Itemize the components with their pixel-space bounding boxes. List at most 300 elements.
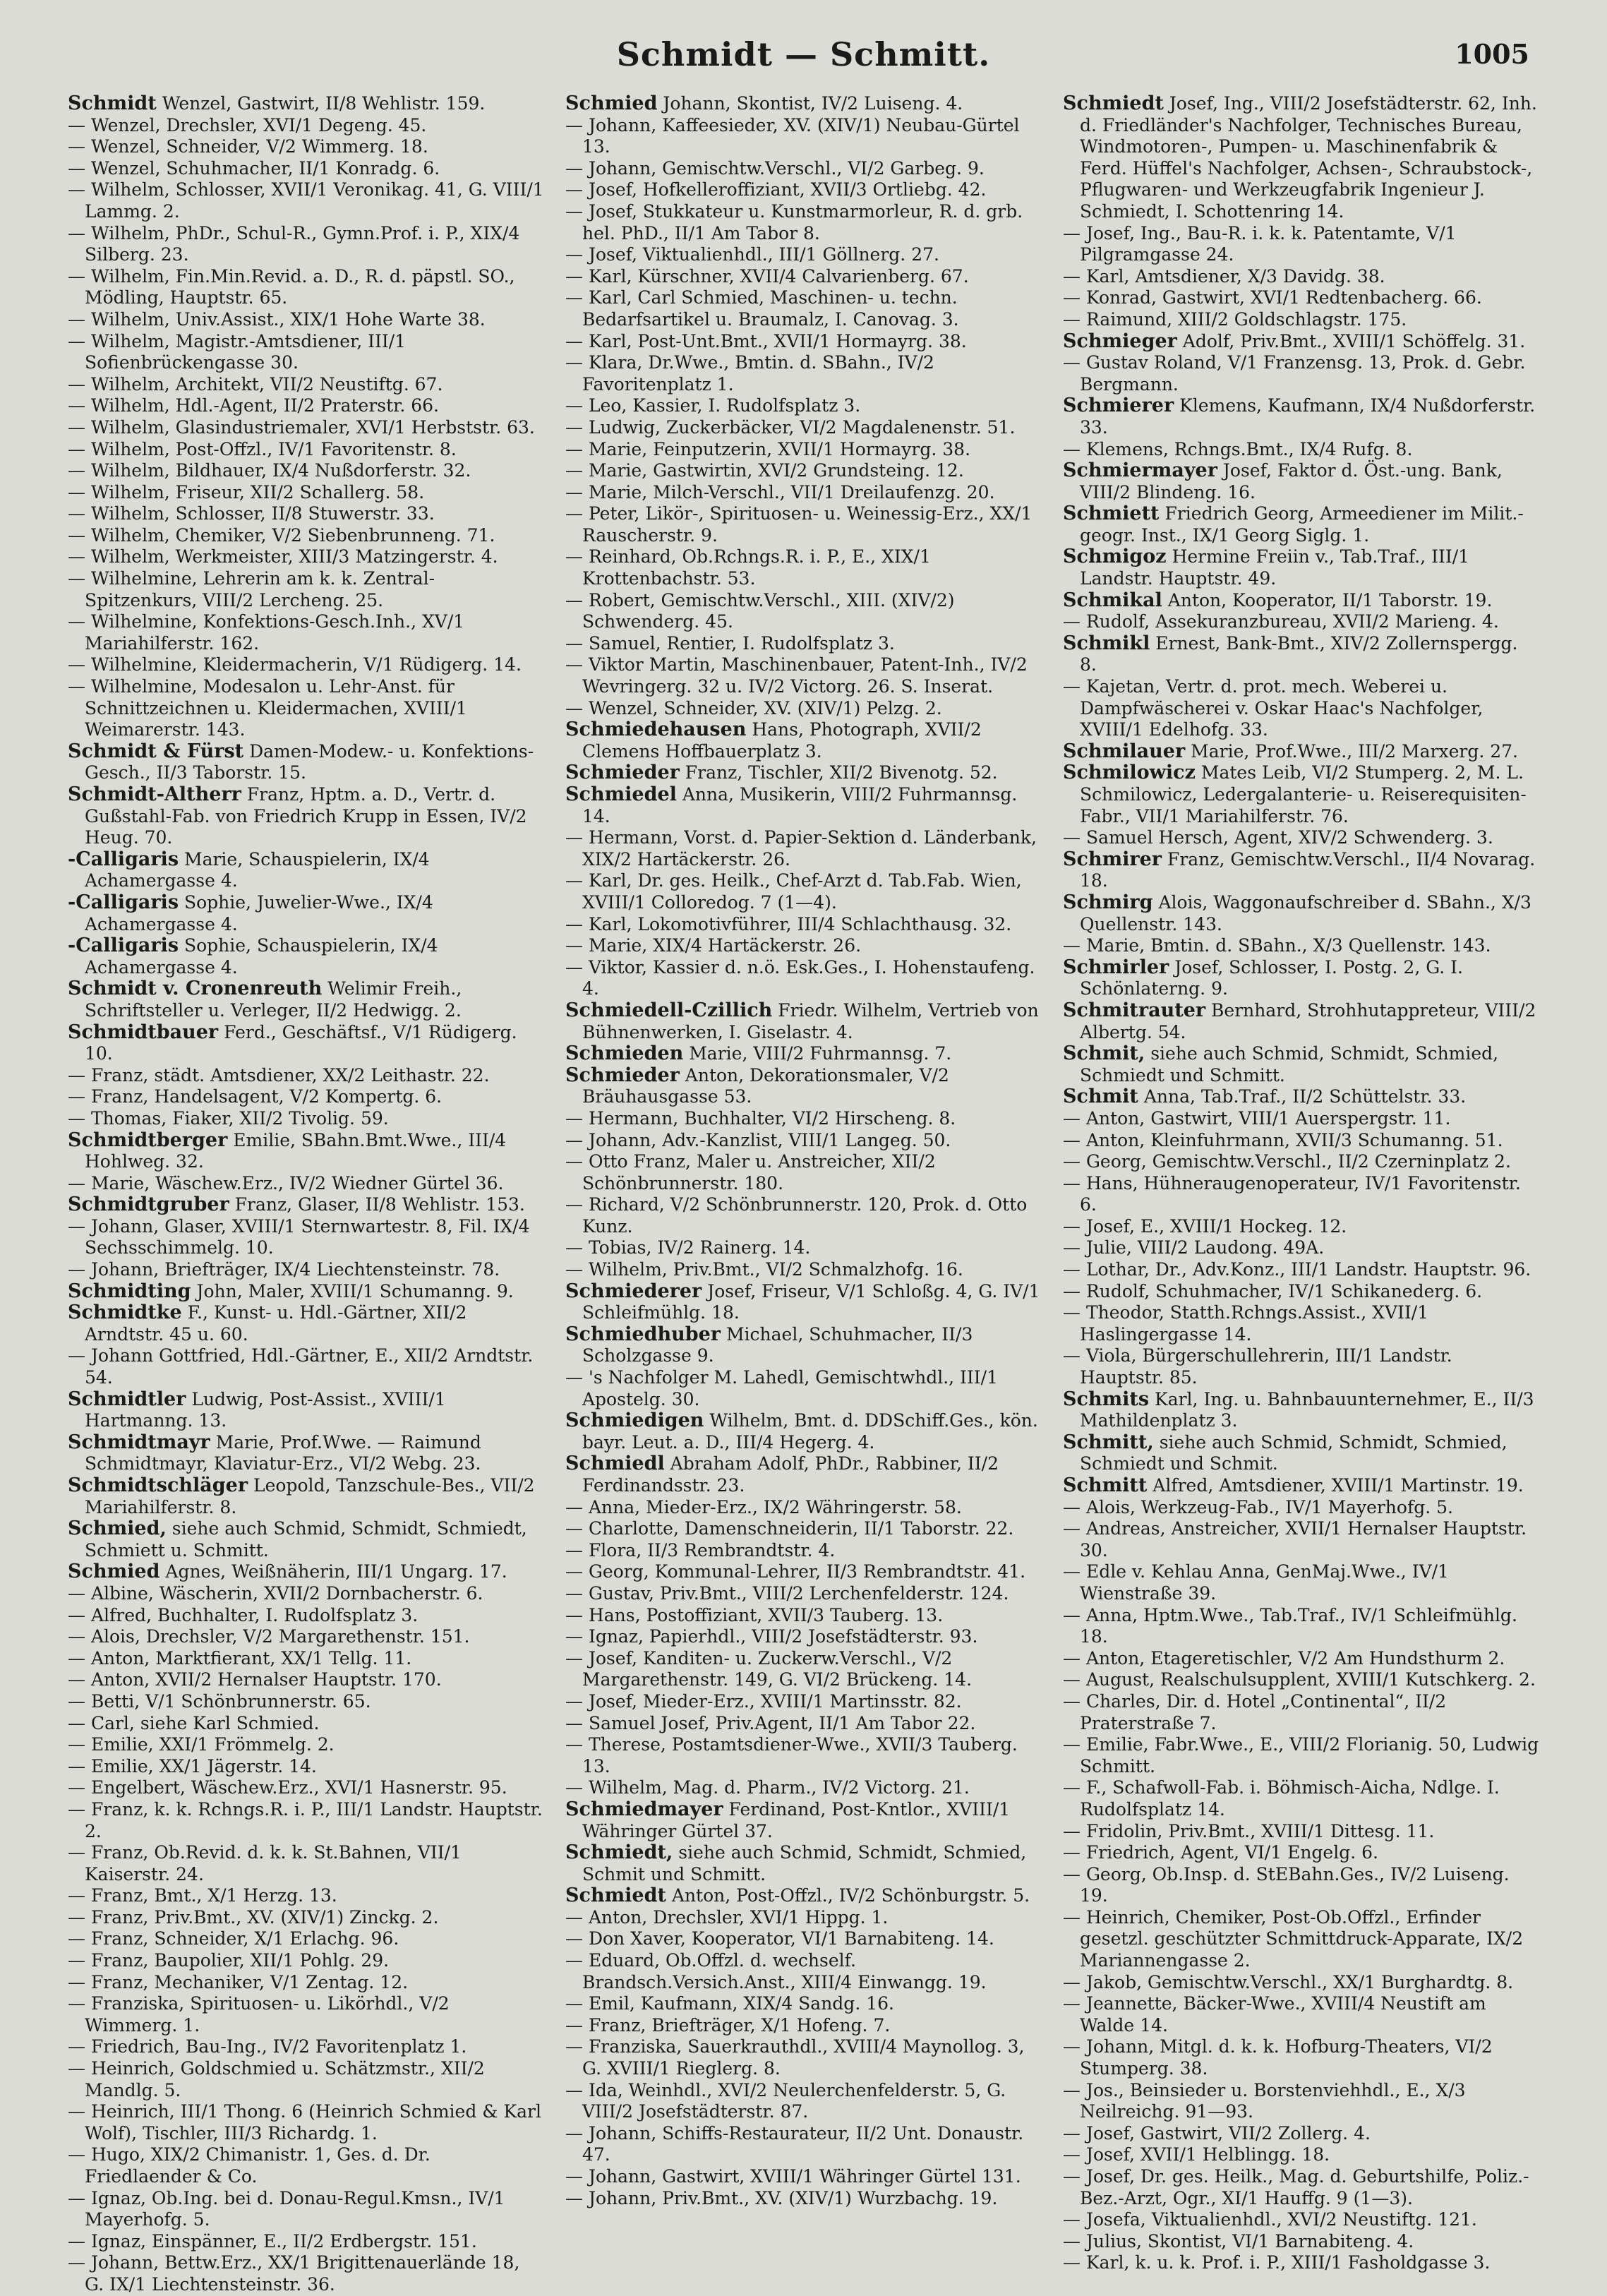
entry-text: — Franz, Bmt., X/1 Herzg. 13. [68,1885,337,1906]
entry-text: — Heinrich, Chemiker, Post-Ob.Offzl., Erfinder gesetzl. geschützter Schmittdruck-Apparate, IX/2 Mariannengasse 2. [1063,1906,1524,1971]
entry-text: — Samuel, Rentier, I. Rudolfsplatz 3. [565,632,895,654]
columns [68,92,1539,2295]
directory-entry [1063,352,1539,395]
entry-text: Marie, Schauspielerin, IX/4 Achamergasse 4. [85,848,430,891]
entry-text: — Wilhelm, Schlosser, XVII/1 Veronikag. 41, G. VIII/1 Lammg. 2. [68,179,544,222]
directory-entry [565,2080,1042,2123]
directory-entry [565,115,1042,158]
entry-text: Johann, Skontist, IV/2 Luiseng. 4. [657,93,963,114]
directory-entry [565,762,1042,784]
directory-entry [1063,1000,1539,1043]
entry-text: — Alfred, Buchhalter, I. Rudolfsplatz 3. [68,1604,419,1625]
entry-text: — Johann, Mitgl. d. k. k. Hofburg-Theaters, VI/2 Stumperg. 38. [1063,2036,1493,2079]
entry-text: — Jeannette, Bäcker-Wwe., XVIII/4 Neustift am Walde 14. [1063,1993,1486,2036]
directory-entry [1063,611,1539,633]
entry-surname: Schmilauer [1063,740,1186,762]
entry-surname: Schmirer [1063,848,1162,870]
entry-surname: Schmidtler [68,1388,186,1410]
entry-surname: Schmitt [1063,1474,1148,1496]
entry-surname: Schmidting [68,1280,191,1302]
entry-text: — Marie, Milch-Verschl., VII/1 Dreilaufenzg. 20. [565,481,995,503]
entry-text: — Hermann, Buchhalter, VI/2 Hirscheng. 8. [565,1107,956,1129]
directory-entry [1063,287,1539,309]
directory-entry [565,417,1042,439]
directory-entry [565,503,1042,546]
entry-text: — Fridolin, Priv.Bmt., XVIII/1 Dittesg. 11. [1063,1820,1435,1841]
column-2 [565,92,1042,2208]
entry-text: — Anton, Kleinfuhrmann, XVII/3 Schumanng. 51. [1063,1129,1503,1150]
directory-entry [68,395,544,417]
entry-text: — Gustav, Priv.Bmt., VIII/2 Lerchenfelderstr. 124. [565,1582,1009,1604]
entry-text: Klemens, Kaufmann, IX/4 Nußdorferstr. 33. [1080,395,1536,438]
entry-text: Adolf, Priv.Bmt., XVIII/1 Schöffelg. 31. [1176,330,1526,351]
entry-text: — Karl, Post-Unt.Bmt., XVII/1 Hormayrg. 38. [565,330,967,351]
directory-entry [565,244,1042,266]
entry-text: Bernhard, Strohhutappreteur, VIII/2 Albertg. 54. [1080,999,1536,1042]
entry-text: — Wilhelm, Werkmeister, XIII/3 Matzingerstr. 4. [68,546,498,567]
directory-entry [565,784,1042,827]
directory-entry [1063,1907,1539,1972]
directory-entry [565,2036,1042,2079]
directory-entry [68,568,544,611]
directory-entry [1063,1237,1539,1259]
entry-text: Abraham Adolf, PhDr., Rabbiner, II/2 Ferdinandsstr. 23. [582,1453,999,1496]
directory-entry [1063,1130,1539,1152]
directory-entry [1063,1302,1539,1345]
directory-entry [68,784,544,849]
directory-entry [68,1583,544,1605]
entry-text: — Gustav Roland, V/1 Franzensg. 13, Prok. d. Gebr. Bergmann. [1063,352,1526,395]
entry-text: — Charles, Dir. d. Hotel „Continental“, II/2 Praterstraße 7. [1063,1690,1447,1733]
entry-text: Alfred, Amtsdiener, XVIII/1 Martinstr. 19. [1147,1475,1524,1496]
entry-text: — Julie, VIII/2 Laudong. 49A. [1063,1237,1325,1258]
directory-entry [565,1281,1042,1324]
entry-text: — Friedrich, Agent, VI/1 Engelg. 6. [1063,1842,1378,1863]
directory-entry [1063,93,1539,223]
entry-text: — Klemens, Rchngs.Bmt., IX/4 Rufg. 8. [1063,438,1413,459]
entry-text: — Karl, Amtsdiener, X/3 Davidg. 38. [1063,265,1385,287]
directory-entry [68,525,544,547]
entry-text: — Johann, Gastwirt, XVIII/1 Währinger Gürtel 131. [565,2166,1021,2187]
directory-entry [1063,331,1539,353]
entry-surname: Schmiederer [565,1280,702,1302]
entry-text: Anton, Dekorationsmaler, V/2 Bräuhausgasse 53. [582,1064,949,1107]
entry-text: — August, Realschulsupplent, XVIII/1 Kutschkerg. 2. [1063,1669,1536,1690]
entry-surname: Schmidt v. Cronenreuth [68,978,323,1000]
entry-text: — Josef, Dr. ges. Heilk., Mag. d. Geburtshilfe, Poliz.-Bez.-Arzt, Ogr., XI/1 Hauffg. 9 (1—3). [1063,2166,1529,2208]
entry-text: — Franziska, Sauerkrauthdl., XVIII/4 Maynollog. 3, G. XVIII/1 Rieglerg. 8. [565,2036,1025,2079]
directory-entry [565,460,1042,482]
directory-entry [565,1950,1042,1993]
directory-entry [565,590,1042,633]
directory-entry [68,1907,544,1929]
entry-surname: -Calligaris [68,848,179,870]
entry-text: — Karl, k. u. k. Prof. i. P., XIII/1 Fasholdgasse 3. [1063,2252,1491,2273]
entry-text: — Hans, Postoffiziant, XVII/3 Tauberg. 13. [565,1604,944,1625]
entry-surname: Schmieden [565,1042,684,1065]
entry-surname: Schmidtmayr [68,1431,210,1453]
entry-text: — Wilhelm, Friseur, XII/2 Schallerg. 58. [68,481,425,503]
directory-entry [565,1151,1042,1194]
directory-entry [68,676,544,741]
entry-text: Anton, Post-Offzl., IV/2 Schönburgstr. 5. [666,1885,1030,1906]
entry-text: — Ignaz, Ob.Ing. bei d. Donau-Regul.Kmsn., IV/1 Mayerhofg. 5. [68,2187,505,2230]
directory-entry [565,439,1042,461]
directory-entry [68,1626,544,1648]
directory-entry [68,1993,544,2036]
entry-text: — Josef, Viktualienhdl., III/1 Göllnerg. 27. [565,244,939,265]
entry-surname: Schmiedt, [565,1841,673,1864]
directory-entry [68,1281,544,1303]
directory-entry [1063,460,1539,503]
directory-entry [565,1518,1042,1540]
entry-text: — Anna, Hptm.Wwe., Tab.Traf., IV/1 Schleifmühlg. 18. [1063,1604,1517,1647]
directory-entry [68,1713,544,1735]
entry-text: — Georg, Kommunal-Lehrer, II/3 Rembrandtstr. 41. [565,1561,1026,1582]
entry-text: Wilhelm, Bmt. d. DDSchiff.Ges., kön. bayr. Leut. a. D., III/4 Hegerg. 4. [582,1410,1038,1453]
entry-surname: Schmiedehausen [565,719,747,741]
entry-text: — Samuel Josef, Priv.Agent, II/1 Am Tabor 22. [565,1712,976,1733]
directory-entry [68,1065,544,1087]
directory-entry [68,1605,544,1627]
entry-text: — Wilhelm, Magistr.-Amtsdiener, III/1 Sofienbrückengasse 30. [68,330,407,373]
entry-text: Franz, Glaser, II/8 Wehlistr. 153. [229,1194,525,1215]
directory-entry [68,1648,544,1670]
entry-text: — Marie, XIX/4 Hartäckerstr. 26. [565,935,862,956]
entry-text: siehe auch Schmid, Schmidt, Schmied, Schmit und Schmitt. [582,1842,1027,1885]
directory-entry [68,849,544,892]
entry-surname: -Calligaris [68,891,179,913]
directory-entry [68,136,544,158]
entry-text: — Friedrich, Bau-Ing., IV/2 Favoritenplatz 1. [68,2036,467,2057]
entry-text: Karl, Ing. u. Bahnbauunternehmer, E., II/3 Mathildenplatz 3. [1080,1388,1534,1431]
directory-entry [565,179,1042,201]
entry-surname: Schmieder [565,1064,680,1086]
directory-entry [1063,2080,1539,2123]
directory-entry [68,978,544,1021]
directory-entry [68,1259,544,1281]
directory-entry [1063,676,1539,741]
entry-surname: Schmirler [1063,956,1169,978]
directory-entry [1063,1777,1539,1820]
entry-text: — Franz, städt. Amtsdiener, XX/2 Leithastr. 22. [68,1064,490,1086]
directory-entry [1063,1345,1539,1388]
entry-text: — Ignaz, Papierhdl., VIII/2 Josefstädterstr. 93. [565,1626,978,1647]
directory-entry [1063,1734,1539,1777]
entry-text: — Viktor, Kassier d. n.ö. Esk.Ges., I. Hohenstaufeng. 4. [565,956,1035,999]
entry-text: — Betti, V/1 Schönbrunnerstr. 65. [68,1690,371,1712]
entry-text: — Rudolf, Assekuranzbureau, XVII/2 Marieng. 4. [1063,611,1499,632]
entry-text: — Josef, Mieder-Erz., XVIII/1 Martinsstr. 82. [565,1690,962,1712]
directory-entry [68,482,544,504]
directory-entry [68,2036,544,2058]
entry-text: Marie, Prof.Wwe. — Raimund Schmidtmayr, Klaviatur-Erz., VI/2 Webg. 23. [85,1431,481,1474]
entry-text: Josef, Ing., VIII/2 Josefstädterstr. 62, Inh. d. Friedländer's Nachfolger, Technisches Bureau, Windmotoren-, Pumpen- u. Maschinenfabrik & Ferd. Hüffel's Nachfolger, Achsen-, Schraubstock-, Pflugwaren- und Werkzeugfabrik Ingenieur J. Schmiedt, I. Schottenring 14. [1080,93,1537,222]
entry-text: — Wilhelm, Glasindustriemaler, XVI/1 Herbststr. 63. [68,416,535,438]
entry-text: Anton, Kooperator, II/1 Taborstr. 19. [1162,589,1493,611]
entry-text: — Alois, Drechsler, V/2 Margarethenstr. 151. [68,1626,470,1647]
entry-text: — Franziska, Spirituosen- u. Likörhdl., V/2 Wimmerg. 1. [68,1993,450,2036]
entry-text: — Heinrich, III/1 Thong. 6 (Heinrich Schmied & Karl Wolf), Tischler, III/3 Richardg. 1. [68,2101,542,2144]
directory-entry [68,115,544,137]
directory-entry [68,1777,544,1799]
directory-entry [68,266,544,309]
directory-entry [68,223,544,266]
entry-text: Damen-Modew.- u. Konfektions-Gesch., II/3 Taborstr. 15. [85,740,534,783]
entry-text: — Wilhelm, Schlosser, II/8 Stuwerstr. 33. [68,503,435,524]
directory-entry [565,287,1042,330]
directory-entry [565,654,1042,697]
directory-entry [1063,266,1539,288]
entry-text: — Viktor Martin, Maschinenbauer, Patent-Inh., IV/2 Wevringerg. 32 u. IV/2 Victorg. 26. S. Inserat. [565,654,1028,697]
entry-text: — Klara, Dr.Wwe., Bmtin. d. SBahn., IV/2 Favoritenplatz 1. [565,352,934,395]
directory-entry [68,1216,544,1259]
entry-text: John, Maler, XVIII/1 Schumanng. 9. [191,1280,514,1302]
entry-surname: Schmiedmayer [565,1798,723,1820]
directory-entry [565,1540,1042,1562]
directory-entry [565,698,1042,720]
directory-entry [68,439,544,461]
directory-entry [68,892,544,935]
directory-entry [1063,1648,1539,1670]
entry-text: — Wilhelm, Hdl.-Agent, II/2 Praterstr. 66. [68,395,440,416]
entry-text: — Engelbert, Wäschew.Erz., XVI/1 Hasnerstr. 95. [68,1777,507,1798]
entry-text: — Wilhelm, Post-Offzl., IV/1 Favoritenstr. 8. [68,438,457,459]
entry-surname: Schmied [68,1561,160,1583]
directory-entry [1063,309,1539,331]
directory-entry [565,957,1042,1000]
entry-text: Ludwig, Post-Assist., XVIII/1 Hartmanng. 13. [85,1388,446,1431]
entry-text: — Josef, Hofkelleroffiziant, XVII/3 Ortliebg. 42. [565,179,987,200]
directory-entry [68,1022,544,1065]
directory-entry [68,1194,544,1216]
directory-entry [68,1691,544,1713]
directory-entry [68,1173,544,1195]
entry-text: — Anton, XVII/2 Hernalser Hauptstr. 170. [68,1669,442,1690]
entry-surname: Schmilowicz [1063,762,1196,784]
entry-text: Leopold, Tanzschule-Bes., VII/2 Mariahilferstr. 8. [85,1475,535,1517]
directory-entry [68,1885,544,1907]
directory-entry [68,417,544,439]
directory-entry [1063,546,1539,589]
directory-entry [565,266,1042,288]
entry-text: — Charlotte, Damenschneiderin, II/1 Taborstr. 22. [565,1518,1014,1539]
directory-entry [68,1475,544,1518]
entry-text: — Otto Franz, Maler u. Anstreicher, XII/2 Schönbrunnerstr. 180. [565,1151,936,1194]
entry-text: Friedr. Wilhelm, Vertrieb von Bühnenwerken, I. Giselastr. 4. [582,999,1039,1042]
entry-text: — Wilhelm, Chemiker, V/2 Siebenbrunneng. 71. [68,524,495,546]
directory-entry [1063,1993,1539,2036]
entry-text: — Josef, Stukkateur u. Kunstmarmorleur, R. d. grb. hel. PhD., II/1 Am Tabor 8. [565,200,1023,244]
entry-surname: Schmidtgruber [68,1194,229,1216]
entry-text: — Rudolf, Schuhmacher, IV/1 Schikanederg. 6. [1063,1280,1483,1302]
directory-entry [565,1626,1042,1648]
entry-text: F., Kunst- u. Hdl.-Gärtner, XII/2 Arndtstr. 45 u. 60. [85,1302,467,1345]
directory-entry [68,179,544,222]
directory-entry [565,1561,1042,1583]
directory-entry [565,1648,1042,1691]
entry-text: Hans, Photograph, XVII/2 Clemens Hoffbauerplatz 3. [582,719,982,762]
entry-text: — Josef, Ing., Bau-R. i. k. k. Patentamte, V/1 Pilgramgasse 24. [1063,222,1457,265]
directory-entry [565,1130,1042,1152]
directory-entry [565,1734,1042,1777]
entry-text: — Johann, Glaser, XVIII/1 Sternwartestr. 8, Fil. IX/4 Sechsschimmelg. 10. [68,1215,530,1258]
entry-surname: Schmikal [1063,589,1162,611]
directory-entry [1063,590,1539,612]
entry-text: — Johann Gottfried, Hdl.-Gärtner, E., XII/2 Arndtstr. 54. [68,1345,534,1388]
entry-text: Sophie, Juwelier-Wwe., IX/4 Achamergasse 4. [85,891,433,934]
directory-entry [68,1130,544,1173]
entry-text: — Richard, V/2 Schönbrunnerstr. 120, Prok. d. Otto Kunz. [565,1194,1028,1237]
directory-entry [565,827,1042,870]
entry-surname: Schmiermayer [1063,459,1217,482]
directory-entry [1063,223,1539,266]
entry-surname: Schmiedhuber [565,1323,721,1345]
entry-text: — Anton, Gastwirt, VIII/1 Auerspergstr. 11. [1063,1107,1451,1129]
directory-entry [565,1000,1042,1043]
entry-surname: Schmieger [1063,330,1177,352]
directory-entry [68,1108,544,1130]
directory-entry [68,1799,544,1842]
entry-text: Emilie, SBahn.Bmt.Wwe., III/4 Hohlweg. 32. [85,1129,507,1172]
entry-text: Hermine Freiin v., Tab.Traf., III/1 Landstr. Hauptstr. 49. [1080,546,1470,589]
entry-text: — Albine, Wäscherin, XVII/2 Dornbacherstr. 6. [68,1582,483,1604]
entry-text: siehe auch Schmid, Schmidt, Schmied, Schmiedt und Schmitt. [1080,1043,1499,1086]
directory-entry [1063,1475,1539,1497]
directory-entry [565,2166,1042,2188]
directory-entry [1063,1173,1539,1216]
directory-entry [565,719,1042,762]
directory-entry [1063,1691,1539,1734]
directory-entry [565,1605,1042,1627]
entry-text: — Karl, Lokomotivführer, III/4 Schlachthausg. 32. [565,913,1012,934]
entry-text: Josef, Schlosser, I. Postg. 2, G. I. Schönlaterng. 9. [1080,956,1464,999]
entry-text: — Johann, Gemischtw.Verschl., VI/2 Garbeg. 9. [565,157,985,179]
entry-text: — Wilhelm, Mag. d. Pharm., IV/2 Victorg. 21. [565,1777,970,1798]
entry-text: — Franz, Priv.Bmt., XV. (XIV/1) Zinckg. 2. [68,1906,439,1928]
entry-text: Josef, Friseur, V/1 Schloßg. 4, G. IV/1 Schleifmühlg. 18. [582,1280,1040,1323]
entry-text: — Wenzel, Schneider, V/2 Wimmerg. 18. [68,136,428,157]
entry-text: — Franz, Ob.Revid. d. k. k. St.Bahnen, VII/1 Kaiserstr. 24. [68,1842,462,1885]
entry-text: — Marie, Bmtin. d. SBahn., X/3 Quellenstr. 143. [1063,935,1491,956]
entry-text: — Anton, Etageretischler, V/2 Am Hundsthurm 2. [1063,1647,1505,1669]
entry-surname: Schmigoz [1063,546,1167,568]
directory-entry [1063,2036,1539,2079]
directory-entry [68,309,544,331]
directory-entry [1063,1086,1539,1108]
directory-entry [1063,1972,1539,1994]
directory-entry [565,935,1042,957]
entry-text: — Emilie, Fabr.Wwe., E., VIII/2 Florianig. 50, Ludwig Schmitt. [1063,1734,1539,1777]
directory-entry [68,1756,544,1778]
directory-entry [68,93,544,115]
entry-surname: Schmidtbauer [68,1021,219,1043]
entry-text: Franz, Tischler, XII/2 Bivenotg. 52. [679,762,998,783]
entry-text: — Konrad, Gastwirt, XVI/1 Redtenbacherg. 66. [1063,287,1482,308]
directory-entry [1063,1151,1539,1173]
directory-entry [1063,849,1539,892]
entry-text: — Alois, Werkzeug-Fab., IV/1 Mayerhofg. 5. [1063,1496,1453,1517]
entry-text: — Josef, XVII/1 Helblingg. 18. [1063,2144,1330,2165]
directory-entry [565,1993,1042,2015]
entry-text: — Theodor, Statth.Rchngs.Assist., XVII/1 Haslingergasse 14. [1063,1302,1429,1345]
entry-text: — Wenzel, Drechsler, XVI/1 Degeng. 45. [68,114,427,136]
entry-surname: Schmitrauter [1063,999,1206,1021]
entry-text: — Johann, Briefträger, IX/4 Liechtensteinstr. 78. [68,1259,500,1280]
entry-text: — Josef, E., XVIII/1 Hockeg. 12. [1063,1215,1347,1237]
directory-entry [565,2015,1042,2037]
entry-text: — Hugo, XIX/2 Chimanistr. 1, Ges. d. Dr. Friedlaender & Co. [68,2144,431,2187]
entry-text: Wenzel, Gastwirt, II/8 Wehlistr. 159. [156,93,486,114]
directory-entry [68,1389,544,1432]
entry-text: — Marie, Feinputzerin, XVII/1 Hormayrg. 38. [565,438,971,459]
entry-text: — Marie, Gastwirtin, XVI/2 Grundsteing. 12. [565,460,964,481]
directory-entry [565,1453,1042,1496]
entry-text: — Georg, Ob.Insp. d. StEBahn.Ges., IV/2 Luiseng. 19. [1063,1863,1510,1906]
directory-entry [565,1691,1042,1713]
entry-text: Marie, Prof.Wwe., III/2 Marxerg. 27. [1185,740,1518,762]
entry-text: — Johann, Priv.Bmt., XV. (XIV/1) Wurzbachg. 19. [565,2187,998,2208]
directory-entry [1063,1518,1539,1561]
entry-text: — Edle v. Kehlau Anna, GenMaj.Wwe., IV/1 Wienstraße 39. [1063,1561,1449,1604]
entry-text: — Lothar, Dr., Adv.Konz., III/1 Landstr. Hauptstr. 96. [1063,1259,1531,1280]
directory-entry [565,1799,1042,1842]
directory-entry [1063,503,1539,546]
entry-text: — Ignaz, Einspänner, E., II/2 Erdbergstr. 151. [68,2230,477,2252]
directory-entry [565,1237,1042,1259]
entry-surname: Schmiedt [1063,92,1164,114]
directory-entry [68,654,544,676]
entry-text: — Georg, Gemischtw.Verschl., II/2 Czerninplatz 2. [1063,1151,1511,1172]
directory-entry [565,482,1042,504]
entry-text: — Johann, Schiffs-Restaurateur, II/2 Unt. Donaustr. 47. [565,2122,1024,2165]
entry-text: — Marie, Wäschew.Erz., IV/2 Wiedner Gürtel 36. [68,1172,504,1194]
directory-entry [68,1734,544,1756]
entry-text: — Johann, Kaffeesieder, XV. (XIV/1) Neubau-Gürtel 13. [565,114,1020,157]
directory-entry [565,1907,1042,1929]
directory-entry [68,2252,544,2295]
entry-text: — Julius, Skontist, VI/1 Barnabiteng. 4. [1063,2230,1414,2252]
directory-entry [1063,1432,1539,1475]
entry-surname: Schmitt, [1063,1431,1154,1453]
entry-text: — Wilhelm, Architekt, VII/2 Neustiftg. 67. [68,373,443,395]
entry-text: Marie, VIII/2 Fuhrmannsg. 7. [683,1043,952,1064]
entry-text: — Wilhelmine, Lehrerin am k. k. Zentral-Spitzenkurs, VIII/2 Lercheng. 25. [68,568,435,611]
directory-entry [68,2058,544,2101]
directory-entry [1063,1216,1539,1238]
directory-entry [1063,1281,1539,1303]
directory-entry [68,331,544,374]
entry-surname: Schmiedl [565,1453,665,1475]
entry-text: — Franz, Mechaniker, V/1 Zentag. 12. [68,1971,409,1993]
entry-text: — Karl, Carl Schmied, Maschinen- u. techn. Bedarfsartikel u. Braumalz, I. Canovag. 3. [565,287,959,330]
directory-entry [1063,1669,1539,1691]
entry-text: — Ludwig, Zuckerbäcker, VI/2 Magdalenenstr. 51. [565,416,1016,438]
entry-text: Anna, Tab.Traf., II/2 Schüttelstr. 33. [1138,1086,1467,1107]
entry-surname: Schmiedigen [565,1410,704,1432]
entry-text: — Jakob, Gemischtw.Verschl., XX/1 Burghardtg. 8. [1063,1971,1514,1993]
directory-entry [565,1194,1042,1237]
entry-surname: Schmikl [1063,632,1150,654]
entry-text: Friedrich Georg, Armeediener im Milit.-geogr. Inst., IX/1 Georg Siglg. 1. [1080,503,1524,546]
entry-text: — Johann, Adv.-Kanzlist, VIII/1 Langeg. 50. [565,1129,951,1150]
entry-text: Ferdinand, Post-Kntlor., XVIII/1 Währinger Gürtel 37. [582,1798,1011,1841]
entry-text: — Franz, k. k. Rchngs.R. i. P., III/1 Landstr. Hauptstr. 2. [68,1798,543,1841]
entry-text: — Anton, Marktfierant, XX/1 Tellg. 11. [68,1647,412,1669]
directory-entry [68,546,544,568]
directory-entry [68,1842,544,1885]
entry-text: — Josef, Kanditen- u. Zuckerw.Verschl., V/2 Margarethenstr. 149, G. VI/2 Brückeng. 14. [565,1647,973,1690]
